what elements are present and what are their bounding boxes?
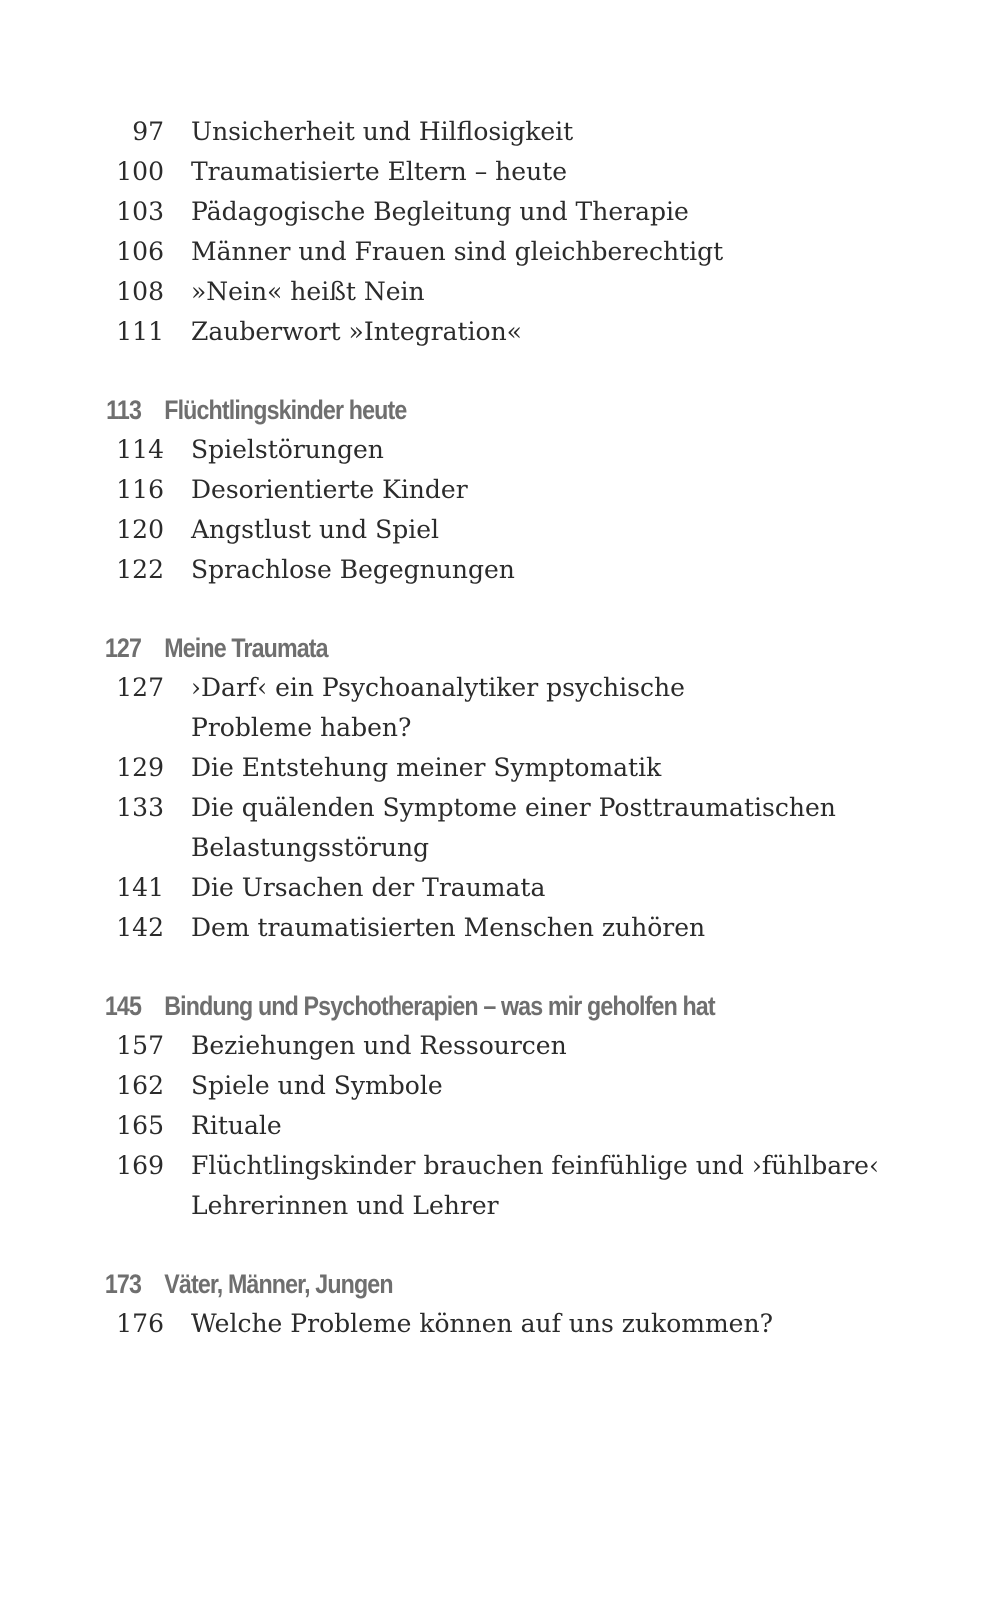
- toc-entry[interactable]: [0, 470, 985, 510]
- entry-page-number: 122: [116, 555, 164, 584]
- toc-entry[interactable]: [0, 668, 985, 708]
- toc-entry[interactable]: [0, 748, 985, 788]
- entry-page-number: 133: [116, 793, 164, 822]
- entry-title: Pädagogische Begleitung und Therapie: [191, 197, 689, 226]
- entry-page-number: 100: [116, 157, 164, 186]
- toc-section: [0, 986, 985, 1226]
- entry-title: Welche Probleme können auf uns zukommen?: [191, 1309, 773, 1338]
- toc-entry[interactable]: [0, 510, 985, 550]
- entry-title: Dem traumatisierten Menschen zuhören: [191, 913, 706, 942]
- toc-entry[interactable]: [0, 232, 985, 272]
- toc-section: [0, 112, 985, 352]
- entry-page-number: 162: [116, 1071, 164, 1100]
- toc-entry[interactable]: [0, 1106, 985, 1146]
- entry-page-number: 142: [116, 913, 164, 942]
- toc-entry[interactable]: [0, 1026, 985, 1066]
- entry-title: Spiele und Symbole: [191, 1071, 443, 1100]
- toc-entry[interactable]: [0, 272, 985, 312]
- section-heading[interactable]: [0, 390, 847, 430]
- entry-title: Männer und Frauen sind gleichberechtigt: [191, 237, 724, 266]
- toc-section: [0, 1264, 985, 1344]
- toc-entry[interactable]: [0, 192, 985, 232]
- section-title: Meine Traumata: [164, 633, 328, 663]
- section-title: Bindung und Psychotherapien – was mir geholfen hat: [164, 991, 715, 1021]
- entry-page-number: 129: [116, 753, 164, 782]
- toc-entry[interactable]: [0, 550, 985, 590]
- entry-title: Rituale: [191, 1111, 282, 1140]
- entry-page-number: 127: [116, 673, 164, 702]
- section-page-number: 145: [104, 991, 142, 1021]
- entry-page-number: 157: [116, 1031, 164, 1060]
- table-of-contents: [0, 112, 985, 1382]
- entry-title: Beziehungen und Ressourcen: [191, 1031, 567, 1060]
- entry-page-number: 106: [116, 237, 164, 266]
- entry-title: Angstlust und Spiel: [191, 515, 440, 544]
- toc-entry[interactable]: [0, 1304, 985, 1344]
- entry-title: »Nein« heißt Nein: [191, 277, 425, 306]
- entry-title: Traumatisierte Eltern – heute: [191, 157, 568, 186]
- entry-page-number: 97: [132, 117, 164, 146]
- toc-entry[interactable]: [0, 868, 985, 908]
- entry-title: Desorientierte Kinder: [191, 475, 468, 504]
- toc-entry[interactable]: [0, 1186, 985, 1226]
- entry-page-number: 114: [116, 435, 164, 464]
- toc-entry[interactable]: [0, 1146, 985, 1186]
- section-heading[interactable]: [0, 1264, 847, 1304]
- entry-page-number: 108: [116, 277, 164, 306]
- entry-title: Die Entstehung meiner Symptomatik: [191, 753, 662, 782]
- entry-title-continuation: Lehrerinnen und Lehrer: [191, 1191, 499, 1220]
- section-heading[interactable]: [0, 986, 847, 1026]
- section-heading[interactable]: [0, 628, 847, 668]
- toc-entry[interactable]: [0, 112, 985, 152]
- section-page-number: 173: [104, 1269, 142, 1299]
- section-page-number: 113: [106, 395, 142, 425]
- entry-title: Flüchtlingskinder brauchen feinfühlige und ›fühlbare‹: [191, 1151, 879, 1180]
- entry-title: Die quälenden Symptome einer Posttraumatischen: [191, 793, 836, 822]
- toc-entry[interactable]: [0, 152, 985, 192]
- entry-page-number: 120: [116, 515, 164, 544]
- entry-title: Zauberwort »Integration«: [191, 317, 522, 346]
- section-title: Flüchtlingskinder heute: [164, 395, 407, 425]
- toc-entry[interactable]: [0, 828, 985, 868]
- entry-title-continuation: Probleme haben?: [191, 713, 412, 742]
- toc-entry[interactable]: [0, 788, 985, 828]
- section-page-number: 127: [104, 633, 142, 663]
- toc-entry[interactable]: [0, 1066, 985, 1106]
- entry-title: Spielstörungen: [191, 435, 384, 464]
- entry-title: Unsicherheit und Hilflosigkeit: [191, 117, 574, 146]
- section-title: Väter, Männer, Jungen: [164, 1269, 393, 1299]
- entry-page-number: 111: [116, 317, 164, 346]
- entry-page-number: 103: [116, 197, 164, 226]
- entry-page-number: 165: [116, 1111, 164, 1140]
- entry-title-continuation: Belastungsstörung: [191, 833, 430, 862]
- toc-section: [0, 628, 985, 948]
- entry-title: Sprachlose Begegnungen: [191, 555, 515, 584]
- toc-entry[interactable]: [0, 908, 985, 948]
- toc-entry[interactable]: [0, 430, 985, 470]
- toc-section: [0, 390, 985, 590]
- entry-page-number: 169: [116, 1151, 164, 1180]
- entry-title: Die Ursachen der Traumata: [191, 873, 546, 902]
- entry-page-number: 141: [116, 873, 164, 902]
- entry-page-number: 176: [116, 1309, 164, 1338]
- entry-page-number: 116: [116, 475, 164, 504]
- toc-entry[interactable]: [0, 708, 985, 748]
- entry-title: ›Darf‹ ein Psychoanalytiker psychische: [191, 673, 685, 702]
- toc-entry[interactable]: [0, 312, 985, 352]
